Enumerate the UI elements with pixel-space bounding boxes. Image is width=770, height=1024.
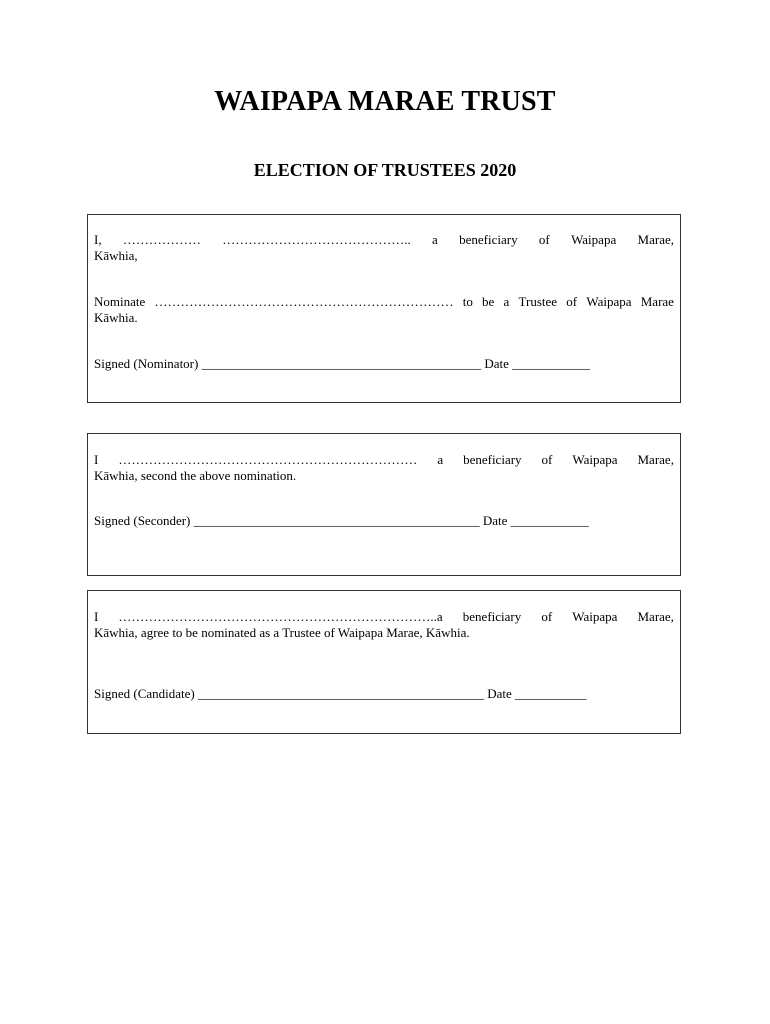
word: Marae, xyxy=(637,232,674,247)
document-title: WAIPAPA MARAE TRUST xyxy=(214,86,556,117)
word: I xyxy=(94,609,99,624)
nominee-name-line[interactable] xyxy=(94,294,674,310)
word: I, xyxy=(94,232,102,247)
word: Waipapa xyxy=(572,452,618,467)
word: Waipapa xyxy=(586,294,632,309)
word: beneficiary xyxy=(463,452,522,467)
word: Nominate xyxy=(94,294,146,309)
word: Marae xyxy=(640,294,674,309)
word: to xyxy=(462,294,473,309)
word: of xyxy=(538,232,550,247)
word: Trustee xyxy=(518,294,558,309)
word: beneficiary xyxy=(462,609,522,624)
nominator-name-line[interactable] xyxy=(94,232,674,248)
word: a xyxy=(437,452,444,467)
seconder-section xyxy=(87,433,681,576)
seconder-signature-line[interactable]: Signed (Seconder) ____________________________________________ Date ____________ xyxy=(94,513,589,528)
seconder-name-line[interactable] xyxy=(94,452,674,468)
word: of xyxy=(566,294,578,309)
word: of xyxy=(541,452,553,467)
word: a xyxy=(503,294,510,309)
nominator-signature-line[interactable]: Signed (Nominator) ___________________________________________ Date ____________ xyxy=(94,356,591,371)
document-subtitle: ELECTION OF TRUSTEES 2020 xyxy=(253,160,517,180)
word: I xyxy=(94,452,99,467)
word: …………………………………….. xyxy=(222,232,411,247)
word: Marae, xyxy=(637,452,674,467)
nomination-section xyxy=(87,214,681,403)
candidate-signature-line[interactable]: Signed (Candidate) ____________________________________________ Date ___________ xyxy=(94,686,587,701)
word: a xyxy=(432,232,438,247)
word: …………………………………………………………… xyxy=(118,452,418,467)
candidate-name-line[interactable] xyxy=(94,609,674,625)
seconder-name-line-continued: Kāwhia, second the above nomination. xyxy=(94,468,297,483)
word: ………………………………………………………………..a xyxy=(118,609,443,624)
candidate-section xyxy=(87,590,681,734)
word: …………………………………………………………… xyxy=(154,294,454,309)
word: Waipapa xyxy=(572,609,618,624)
word: Marae, xyxy=(637,609,674,624)
word: of xyxy=(541,609,553,624)
word: ……………… xyxy=(122,232,201,247)
candidate-name-line-continued: Kāwhia, agree to be nominated as a Trustee of Waipapa Marae, Kāwhia. xyxy=(94,625,470,640)
word: Waipapa xyxy=(571,232,617,247)
word: be xyxy=(482,294,495,309)
nominator-name-line-continued: Kāwhia, xyxy=(94,248,138,263)
nominee-name-line-continued: Kāwhia. xyxy=(94,310,138,325)
word: beneficiary xyxy=(459,232,518,247)
